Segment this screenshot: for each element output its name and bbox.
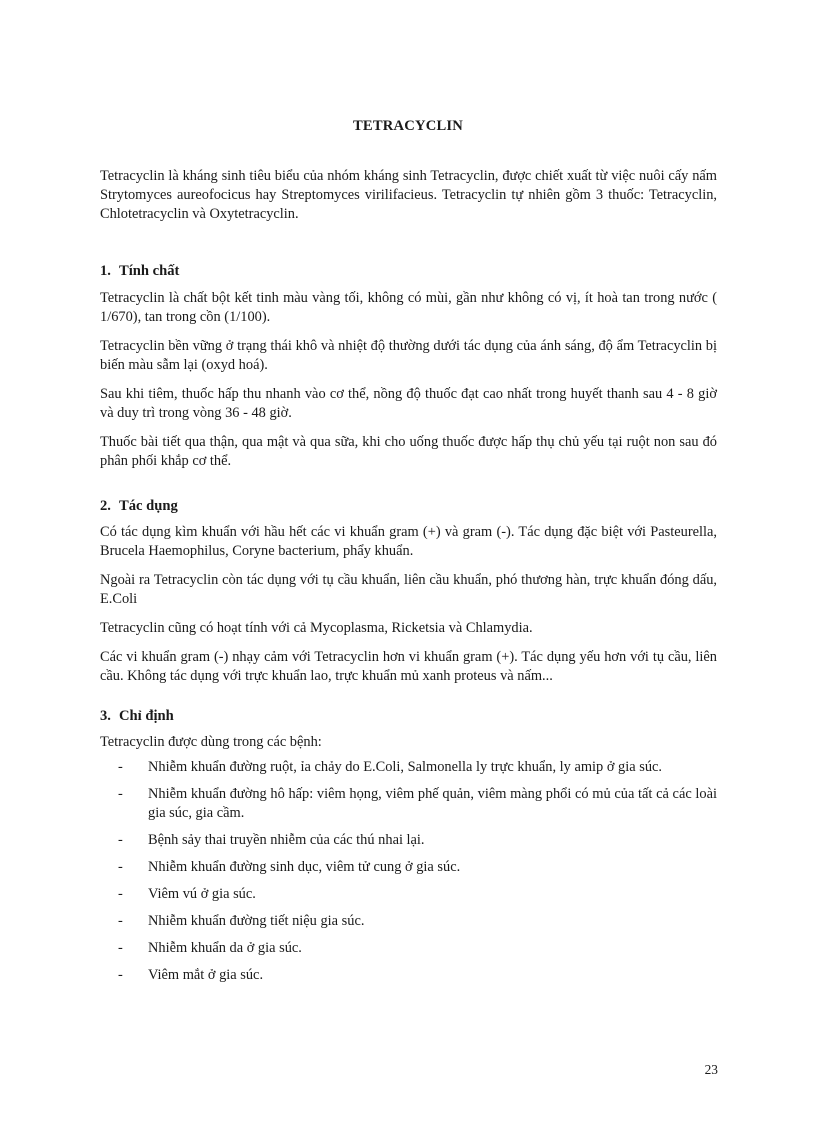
section-body-tac-dung xyxy=(100,523,717,696)
list-item xyxy=(100,831,717,850)
section-title: Tính chất xyxy=(119,263,180,279)
list-item xyxy=(100,858,717,877)
section-body-tinh-chat xyxy=(100,289,717,481)
intro-paragraph: Tetracyclin là kháng sinh tiêu biểu của nhóm kháng sinh Tetracyclin, được chiết xuất từ việc nuôi cấy nấm Strytomyces aureofocicus hay Streptomyces virilifacieus. Tetracyclin tự nhiên gồm 3 thuốc: Tetracyclin, Chlotetracyclin và Oxytetracyclin. xyxy=(100,168,717,222)
indication-list xyxy=(100,758,717,993)
list-item xyxy=(100,912,717,931)
page-title: TETRACYCLIN xyxy=(352,118,464,134)
bullet-dash: - xyxy=(118,967,123,983)
paragraph: Ngoài ra Tetracyclin còn tác dụng với tụ cầu khuẩn, liên cầu khuẩn, phó thương hàn, trực khuẩn đóng dấu, E.Coli xyxy=(100,572,717,607)
paragraph: Tetracyclin bền vững ở trạng thái khô và nhiệt độ thường dưới tác dụng của ánh sáng, độ ẩm Tetracyclin bị biến màu sẫm lại (oxyd hoá). xyxy=(100,338,717,373)
paragraph: Thuốc bài tiết qua thận, qua mật và qua sữa, khi cho uống thuốc được hấp thụ chủ yếu tại ruột non sau đó phân phối khắp cơ thể. xyxy=(100,434,717,469)
list-item-text: Viêm vú ở gia súc. xyxy=(148,886,256,902)
bullet-dash: - xyxy=(118,940,123,956)
list-item-text: Bệnh sảy thai truyền nhiễm của các thú nhai lại. xyxy=(148,832,425,848)
intro-block xyxy=(100,167,717,234)
paragraph: Sau khi tiêm, thuốc hấp thu nhanh vào cơ thể, nồng độ thuốc đạt cao nhất trong huyết thanh sau 4 - 8 giờ và duy trì trong vòng 36 - 48 giờ. xyxy=(100,386,717,421)
bullet-dash: - xyxy=(118,786,123,802)
list-item-text: Nhiễm khuẩn da ở gia súc. xyxy=(148,940,302,956)
bullet-dash: - xyxy=(118,913,123,929)
section-number: 2. xyxy=(100,498,111,514)
list-item xyxy=(100,966,717,985)
list-item-text: Nhiễm khuẩn đường ruột, ỉa chảy do E.Coli, Salmonella ly trực khuẩn, ly amip ở gia súc. xyxy=(148,759,663,775)
list-item xyxy=(100,939,717,958)
paragraph: Các vi khuẩn gram (-) nhạy cảm với Tetracyclin hơn vi khuẩn gram (+). Tác dụng yếu hơn với tụ cầu, liên cầu. Không tác dụng với trực khuẩn lao, trực khuẩn mủ xanh proteus và nấm... xyxy=(100,649,717,684)
bullet-dash: - xyxy=(118,759,123,775)
paragraph: Có tác dụng kìm khuẩn với hầu hết các vi khuẩn gram (+) và gram (-). Tác dụng đặc biệt với Pasteurella, Brucela Haemophilus, Coryne bacterium, phẩy khuẩn. xyxy=(100,524,717,559)
list-item xyxy=(100,758,717,777)
list-item xyxy=(100,785,717,823)
bullet-dash: - xyxy=(118,886,123,902)
bullet-dash: - xyxy=(118,832,123,848)
paragraph: Tetracyclin cũng có hoạt tính với cả Mycoplasma, Ricketsia và Chlamydia. xyxy=(100,620,533,636)
list-item-text: Nhiễm khuẩn đường sinh dục, viêm tử cung ở gia súc. xyxy=(148,859,461,875)
bullet-dash: - xyxy=(118,859,123,875)
list-item-text: Nhiễm khuẩn đường tiết niệu gia súc. xyxy=(148,913,365,929)
section-number: 3. xyxy=(100,708,111,724)
section-heading-tinh-chat xyxy=(100,262,179,281)
list-item-text: Viêm mắt ở gia súc. xyxy=(148,967,264,983)
section-heading-tac-dung xyxy=(100,497,178,516)
paragraph: Tetracyclin là chất bột kết tinh màu vàng tối, không có mùi, gần như không có vị, ít hoà tan trong nước ( 1/670), tan trong cồn (1/100). xyxy=(100,290,717,325)
section-title: Tác dụng xyxy=(119,498,178,514)
paragraph: Tetracyclin được dùng trong các bệnh: xyxy=(100,734,322,750)
list-item xyxy=(100,885,717,904)
page-number: 23 xyxy=(704,1062,718,1077)
section-number: 1. xyxy=(100,263,111,279)
section-title: Chỉ định xyxy=(119,708,174,724)
list-item-text: Nhiễm khuẩn đường hô hấp: viêm họng, viêm phế quản, viêm màng phổi có mủ của tất cả các loài gia súc, gia cầm. xyxy=(148,786,717,821)
section-heading-chi-dinh xyxy=(100,707,174,726)
